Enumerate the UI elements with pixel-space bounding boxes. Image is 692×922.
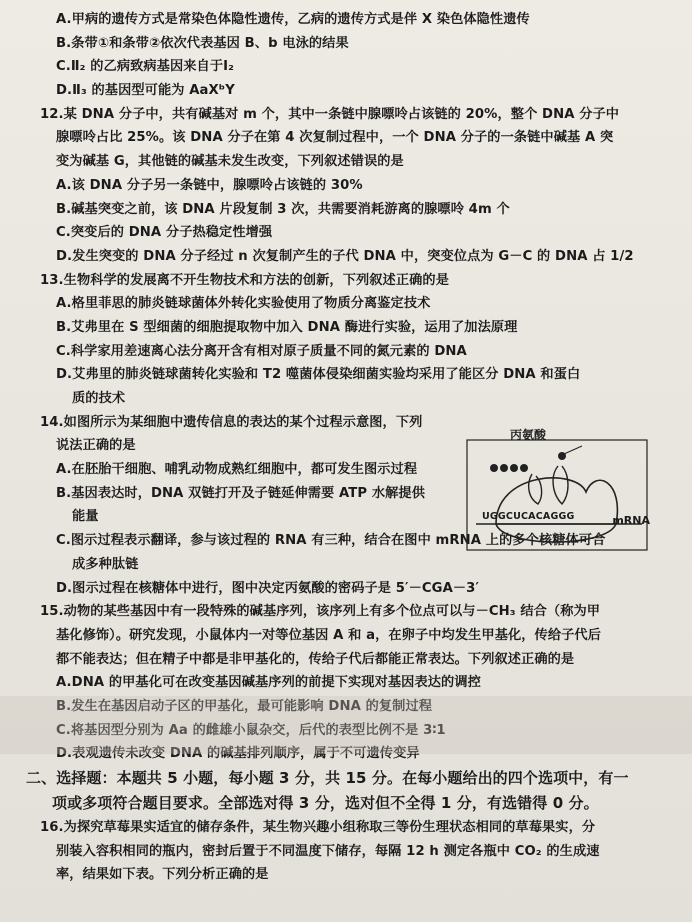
q12-stem-3: 变为碱基 G，其他链的碱基未发生改变，下列叙述错误的是 bbox=[56, 154, 404, 170]
q11-option-a: A.甲病的遗传方式是常染色体隐性遗传，乙病的遗传方式是伴 X 染色体隐性遗传 bbox=[56, 12, 530, 27]
q15-stem-1: 15.动物的某些基因中有一段特殊的碱基序列，该序列上有多个位点可以与－CH₃ 结合（称为甲 bbox=[40, 604, 601, 620]
codon-sequence: UGGCUCACAGGG bbox=[482, 511, 575, 522]
q12-stem-1: 12.某 DNA 分子中，共有碱基对 m 个，其中一条链中腺嘌呤占该链的 20%，整个 DNA 分子中 bbox=[40, 106, 620, 122]
q13-stem: 13.生物科学的发展离不开生物技术和方法的创新，下列叙述正确的是 bbox=[40, 272, 449, 288]
q12-option-a: A.该 DNA 分子另一条链中，腺嘌呤占该链的 30% bbox=[56, 177, 363, 193]
q15-option-c: C.将基因型分别为 Aa 的雌雄小鼠杂交，后代的表型比例不是 3∶1 bbox=[56, 722, 446, 738]
peptide-bead bbox=[490, 464, 498, 472]
q15-stem-2: 基化修饰）。研究发现，小鼠体内一对等位基因 A 和 a，在卵子中均发生甲基化，传给子代后 bbox=[56, 627, 601, 643]
trna-right bbox=[553, 466, 568, 504]
translation-diagram bbox=[466, 428, 650, 552]
q11-option-c: C.Ⅱ₂ 的乙病致病基因来自于Ⅰ₂ bbox=[56, 59, 234, 75]
q15-stem-3: 都不能表达；但在精子中都是非甲基化的，传给子代后都能正常表达。下列叙述正确的是 bbox=[56, 651, 575, 667]
q12-option-d: D.发生突变的 DNA 分子经过 n 次复制产生的子代 DNA 中，突变位点为 G－C 的 DNA 占 1/2 bbox=[56, 248, 634, 264]
ribosome-illustration bbox=[466, 432, 650, 552]
q16-stem-1: 16.为探究草莓果实适宜的储存条件，某生物兴趣小组称取三等份生理状态相同的草莓果实，分 bbox=[40, 820, 596, 835]
label-pointer bbox=[564, 446, 582, 454]
section-two-heading: 二、选择题：本题共 5 小题，每小题 3 分，共 15 分。在每小题给出的四个选项中，有一 bbox=[26, 769, 629, 787]
figure-frame bbox=[467, 440, 647, 550]
q11-option-d: D.Ⅱ₃ 的基因型可能为 AaXᵇY bbox=[56, 83, 235, 99]
q15-option-b: B.发生在基因启动子区的甲基化，最可能影响 DNA 的复制过程 bbox=[56, 698, 433, 714]
q15-option-a: A.DNA 的甲基化可在改变基因碱基序列的前提下实现对基因表达的调控 bbox=[56, 675, 481, 691]
q13-option-d-cont: 质的技术 bbox=[72, 391, 126, 406]
q13-option-a: A.格里菲思的肺炎链球菌体外转化实验使用了物质分离鉴定技术 bbox=[56, 296, 431, 312]
q14-option-a: A.在胚胎干细胞、哺乳动物成熟红细胞中，都可发生图示过程 bbox=[56, 462, 418, 478]
peptide-bead bbox=[500, 464, 508, 472]
q12-option-c: C.突变后的 DNA 分子热稳定性增强 bbox=[56, 225, 273, 241]
q14-stem-2: 说法正确的是 bbox=[56, 438, 136, 454]
q12-stem-2: 腺嘌呤占比 25%。该 DNA 分子在第 4 次复制过程中，一个 DNA 分子的一条链中碱基 A 突 bbox=[56, 130, 614, 146]
q13-option-c: C.科学家用差速离心法分离开含有相对原子质量不同的氮元素的 DNA bbox=[56, 343, 467, 359]
q16-stem-3: 率，结果如下表。下列分析正确的是 bbox=[56, 867, 269, 883]
q16-stem-2: 别装入容积相同的瓶内，密封后置于不同温度下储存，每隔 12 h 测定各瓶中 CO₂ 的生成速 bbox=[56, 843, 600, 859]
figure-title-label: 丙氨酸 bbox=[510, 428, 547, 442]
peptide-bead bbox=[510, 464, 518, 472]
q11-option-b: B.条带①和条带②依次代表基因 B、b 电泳的结果 bbox=[56, 35, 349, 51]
section-shading bbox=[0, 696, 692, 754]
section-two-instructions: 项或多项符合题目要求。全部选对得 3 分，选对但不全得 1 分，有选错得 0 分。 bbox=[52, 794, 599, 812]
q14-option-c: C.图示过程表示翻译，参与该过程的 RNA 有三种，结合在图中 mRNA 上的多个核糖体可合 bbox=[56, 533, 606, 549]
q14-option-d: D.图示过程在核糖体中进行，图中决定丙氨酸的密码子是 5′－CGA－3′ bbox=[56, 580, 480, 596]
q14-stem-1: 14.如图所示为某细胞中遗传信息的表达的某个过程示意图，下列 bbox=[40, 414, 423, 430]
q14-option-b: B.基因表达时，DNA 双链打开及子链延伸需要 ATP 水解提供 bbox=[56, 485, 426, 501]
q13-option-d: D.艾弗里的肺炎链球菌转化实验和 T2 噬菌体侵染细菌实验均采用了能区分 DNA 和蛋白 bbox=[56, 367, 581, 383]
q15-option-d: D.表观遗传未改变 DNA 的碱基排列顺序，属于不可遗传变异 bbox=[56, 746, 420, 762]
ribosome-small-subunit bbox=[496, 524, 616, 542]
q14-option-b-cont: 能量 bbox=[72, 509, 99, 525]
q13-option-b: B.艾弗里在 S 型细菌的细胞提取物中加入 DNA 酶进行实验，运用了加法原理 bbox=[56, 319, 518, 335]
q12-option-b: B.碱基突变之前，该 DNA 片段复制 3 次，共需要消耗游离的腺嘌呤 4m 个 bbox=[56, 201, 510, 217]
mrna-label: mRNA bbox=[612, 514, 650, 527]
q14-option-c-cont: 成多种肽链 bbox=[72, 556, 139, 572]
peptide-bead bbox=[520, 464, 528, 472]
